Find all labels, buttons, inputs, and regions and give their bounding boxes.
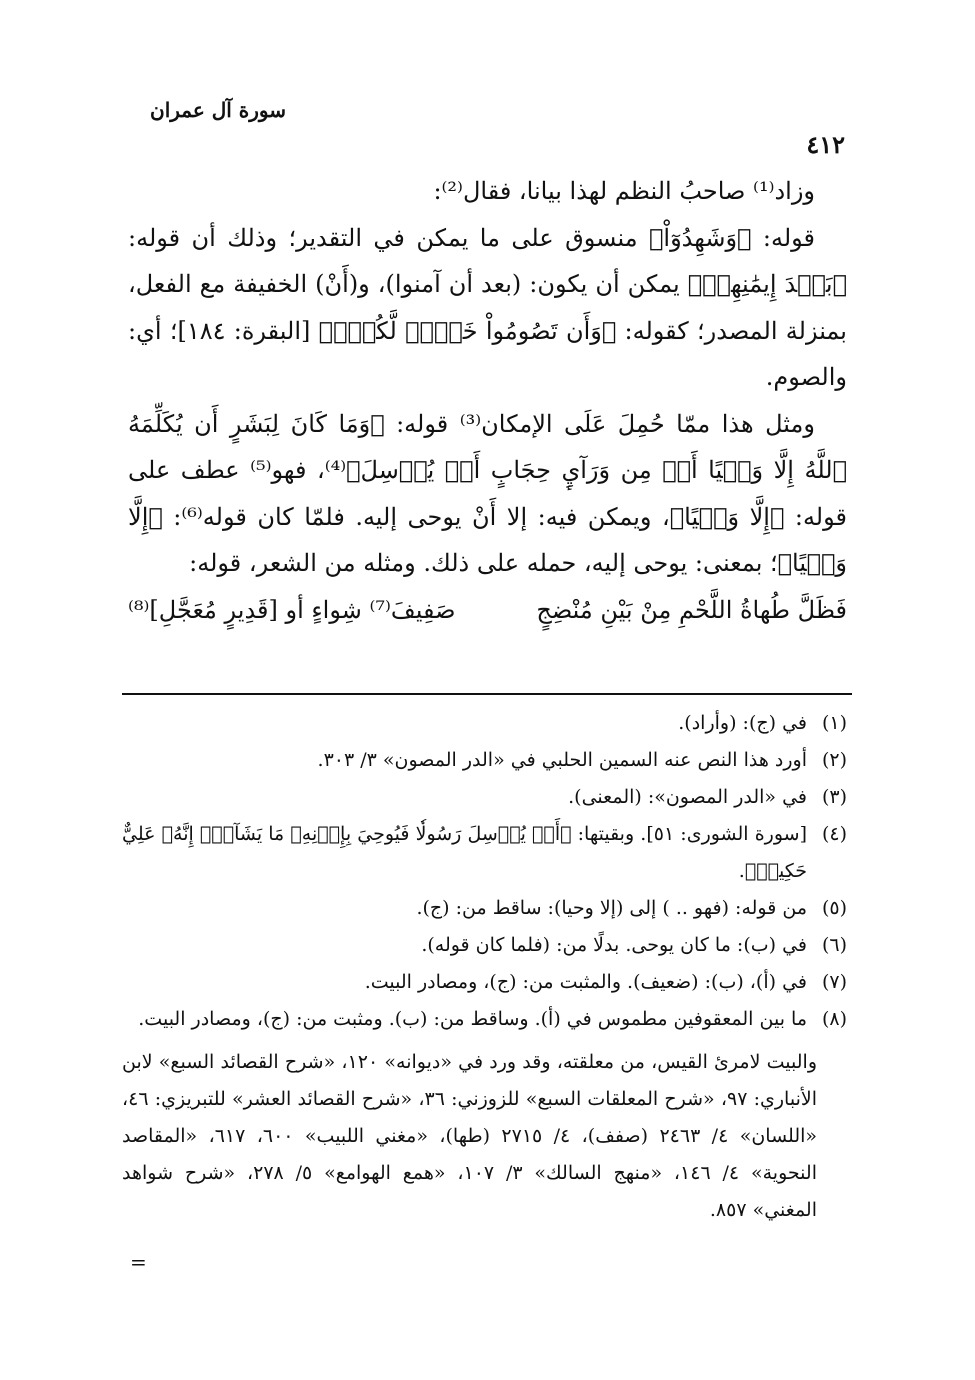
paragraph-3: ومثل هذا ممّا حُمِلَ عَلَى الإمكان⁽³⁾ قوله: ﴿وَمَا كَانَ لِبَشَرٍ أَن يُكَلِّمَهُ ٱللَّهُ إِلَّا وَحۡيًا أَوۡ مِن وَرَآيِٕ حِجَابٍ أَوۡ يُرۡسِلَ﴾⁽⁴⁾، فهو⁽⁵⁾ عطف على قوله: ﴿إِلَّا وَحۡيًا﴾، ويمكن فيه: إلا أَنْ يوحى إليه. فلمّا كان قوله⁽⁶⁾: ﴿إِلَّا وَحۡيًا﴾؛ بمعنى: يوحى إليه، حمله على ذلك. ومثله من الشعر، قوله: — [128, 409, 847, 577]
paragraph-1: وزاد⁽¹⁾ صاحبُ النظم لهذا بيانا، فقال⁽²⁾: — [433, 177, 815, 205]
verse-first-hemistich: فَظَلَّ طُهاةُ اللَّحْمِ مِنْ بَيْنِ مُنْضِجٍ — [536, 595, 847, 624]
footnote-text: أورد هذا النص عنه السمين الحلبي في «الدر المصون» ٣/ ٣٠٣. — [317, 749, 807, 771]
continuation-mark: = — [130, 1250, 147, 1274]
main-text — [128, 168, 847, 633]
footnote-item — [122, 816, 847, 890]
footnote-number: (٦) — [821, 934, 847, 956]
footnote-text: [سورة الشورى: ٥١]. وبقيتها: ﴿أَوۡ يُرۡسِلَ رَسُولٗا فَيُوحِيَ بِإِذۡنِهِۦ مَا يَشَآءُۚ إِنَّهُۥ عَلِيٌّ حَكِيمٞ﴾. — [122, 823, 807, 882]
poetry-verse — [128, 587, 847, 633]
footnote-number: (٨) — [821, 1008, 847, 1030]
footnote-item — [122, 779, 847, 816]
footnote-text: ما بين المعقوفين مطموس في (أ). وساقط من: (ب). ومثبت من: (ج)، ومصادر البيت. — [138, 1008, 807, 1030]
footnote-sources-paragraph: والبيت لامرئ القيس، من معلقته، وقد ورد في «ديوانه» ١٢٠، «شرح القصائد السبع» لابن الأنباري: ٩٧، «شرح المعلقات السبع» للزوزني: ٣٦، «شرح القصائد العشر» للتبريزي: ٤٦، «اللسان» ٤/ ٢٤٦٣ (صفف)، ٤/ ٢٧١٥ (طها)، «مغني اللبيب» ٦٠٠، ٦١٧، «المقاصد النحوية» ٤/ ١٤٦، «منهج السالك» ٣/ ١٠٧، «همع الهوامع» ٥/ ٢٧٨، «شرح شواهد المغني» ٨٥٧. — [122, 1051, 818, 1221]
footnote-item — [122, 742, 847, 779]
footnote-item — [122, 890, 847, 927]
page-number: ٤١٢ — [806, 130, 845, 159]
footnote-text: في «الدر المصون»: (المعنى). — [568, 786, 807, 808]
page-header — [150, 96, 845, 159]
verse-second-hemistich: صَفِيفَ⁽⁷⁾ شِواءٍ أو [قَدِيرٍ مُعَجَّلِ]⁽⁸⁾ — [128, 595, 456, 624]
footnote-separator — [122, 693, 852, 695]
footnote-number: (٣) — [821, 786, 847, 808]
footnote-item — [122, 705, 847, 742]
footnote-text: في (ب): ما كان يوحى. بدلًا من: (فلما كان قوله). — [421, 934, 807, 956]
footnotes — [122, 705, 847, 1229]
footnote-text: في (أ)، (ب): (ضعيف). والمثبت من: (ج)، ومصادر البيت. — [364, 971, 807, 993]
surah-title: سورة آل عمران — [150, 98, 287, 122]
footnote-number: (٥) — [821, 897, 847, 919]
footnote-item — [122, 964, 847, 1001]
footnote-text: من قوله: (فهو .. ) إلى (إلا وحيا): ساقط من: (ج). — [416, 897, 807, 919]
footnote-number: (١) — [821, 712, 847, 734]
footnote-item — [122, 927, 847, 964]
paragraph-2: قوله: ﴿وَشَهِدُوٓاْ﴾ منسوق على ما يمكن في التقدير؛ وذلك أن قوله: ﴿بَعۡدَ إِيمَٰنِهِمۡ﴾ يمكن أن يكون: (بعد أن آمنوا)، و(أَنْ) الخفيفة مع الفعل، بمنزلة المصدر؛ كقوله: ﴿وَأَن تَصُومُواْ خَيۡرٞ لَّكُمۡۖ﴾ [البقرة: ١٨٤]؛ أي: والصوم. — [128, 223, 847, 391]
footnote-item — [122, 1001, 847, 1038]
footnote-number: (٢) — [821, 749, 847, 771]
footnote-number: (٤) — [821, 823, 847, 845]
footnote-text: في (ج): (وأراد). — [678, 712, 807, 734]
footnote-number: (٧) — [821, 971, 847, 993]
